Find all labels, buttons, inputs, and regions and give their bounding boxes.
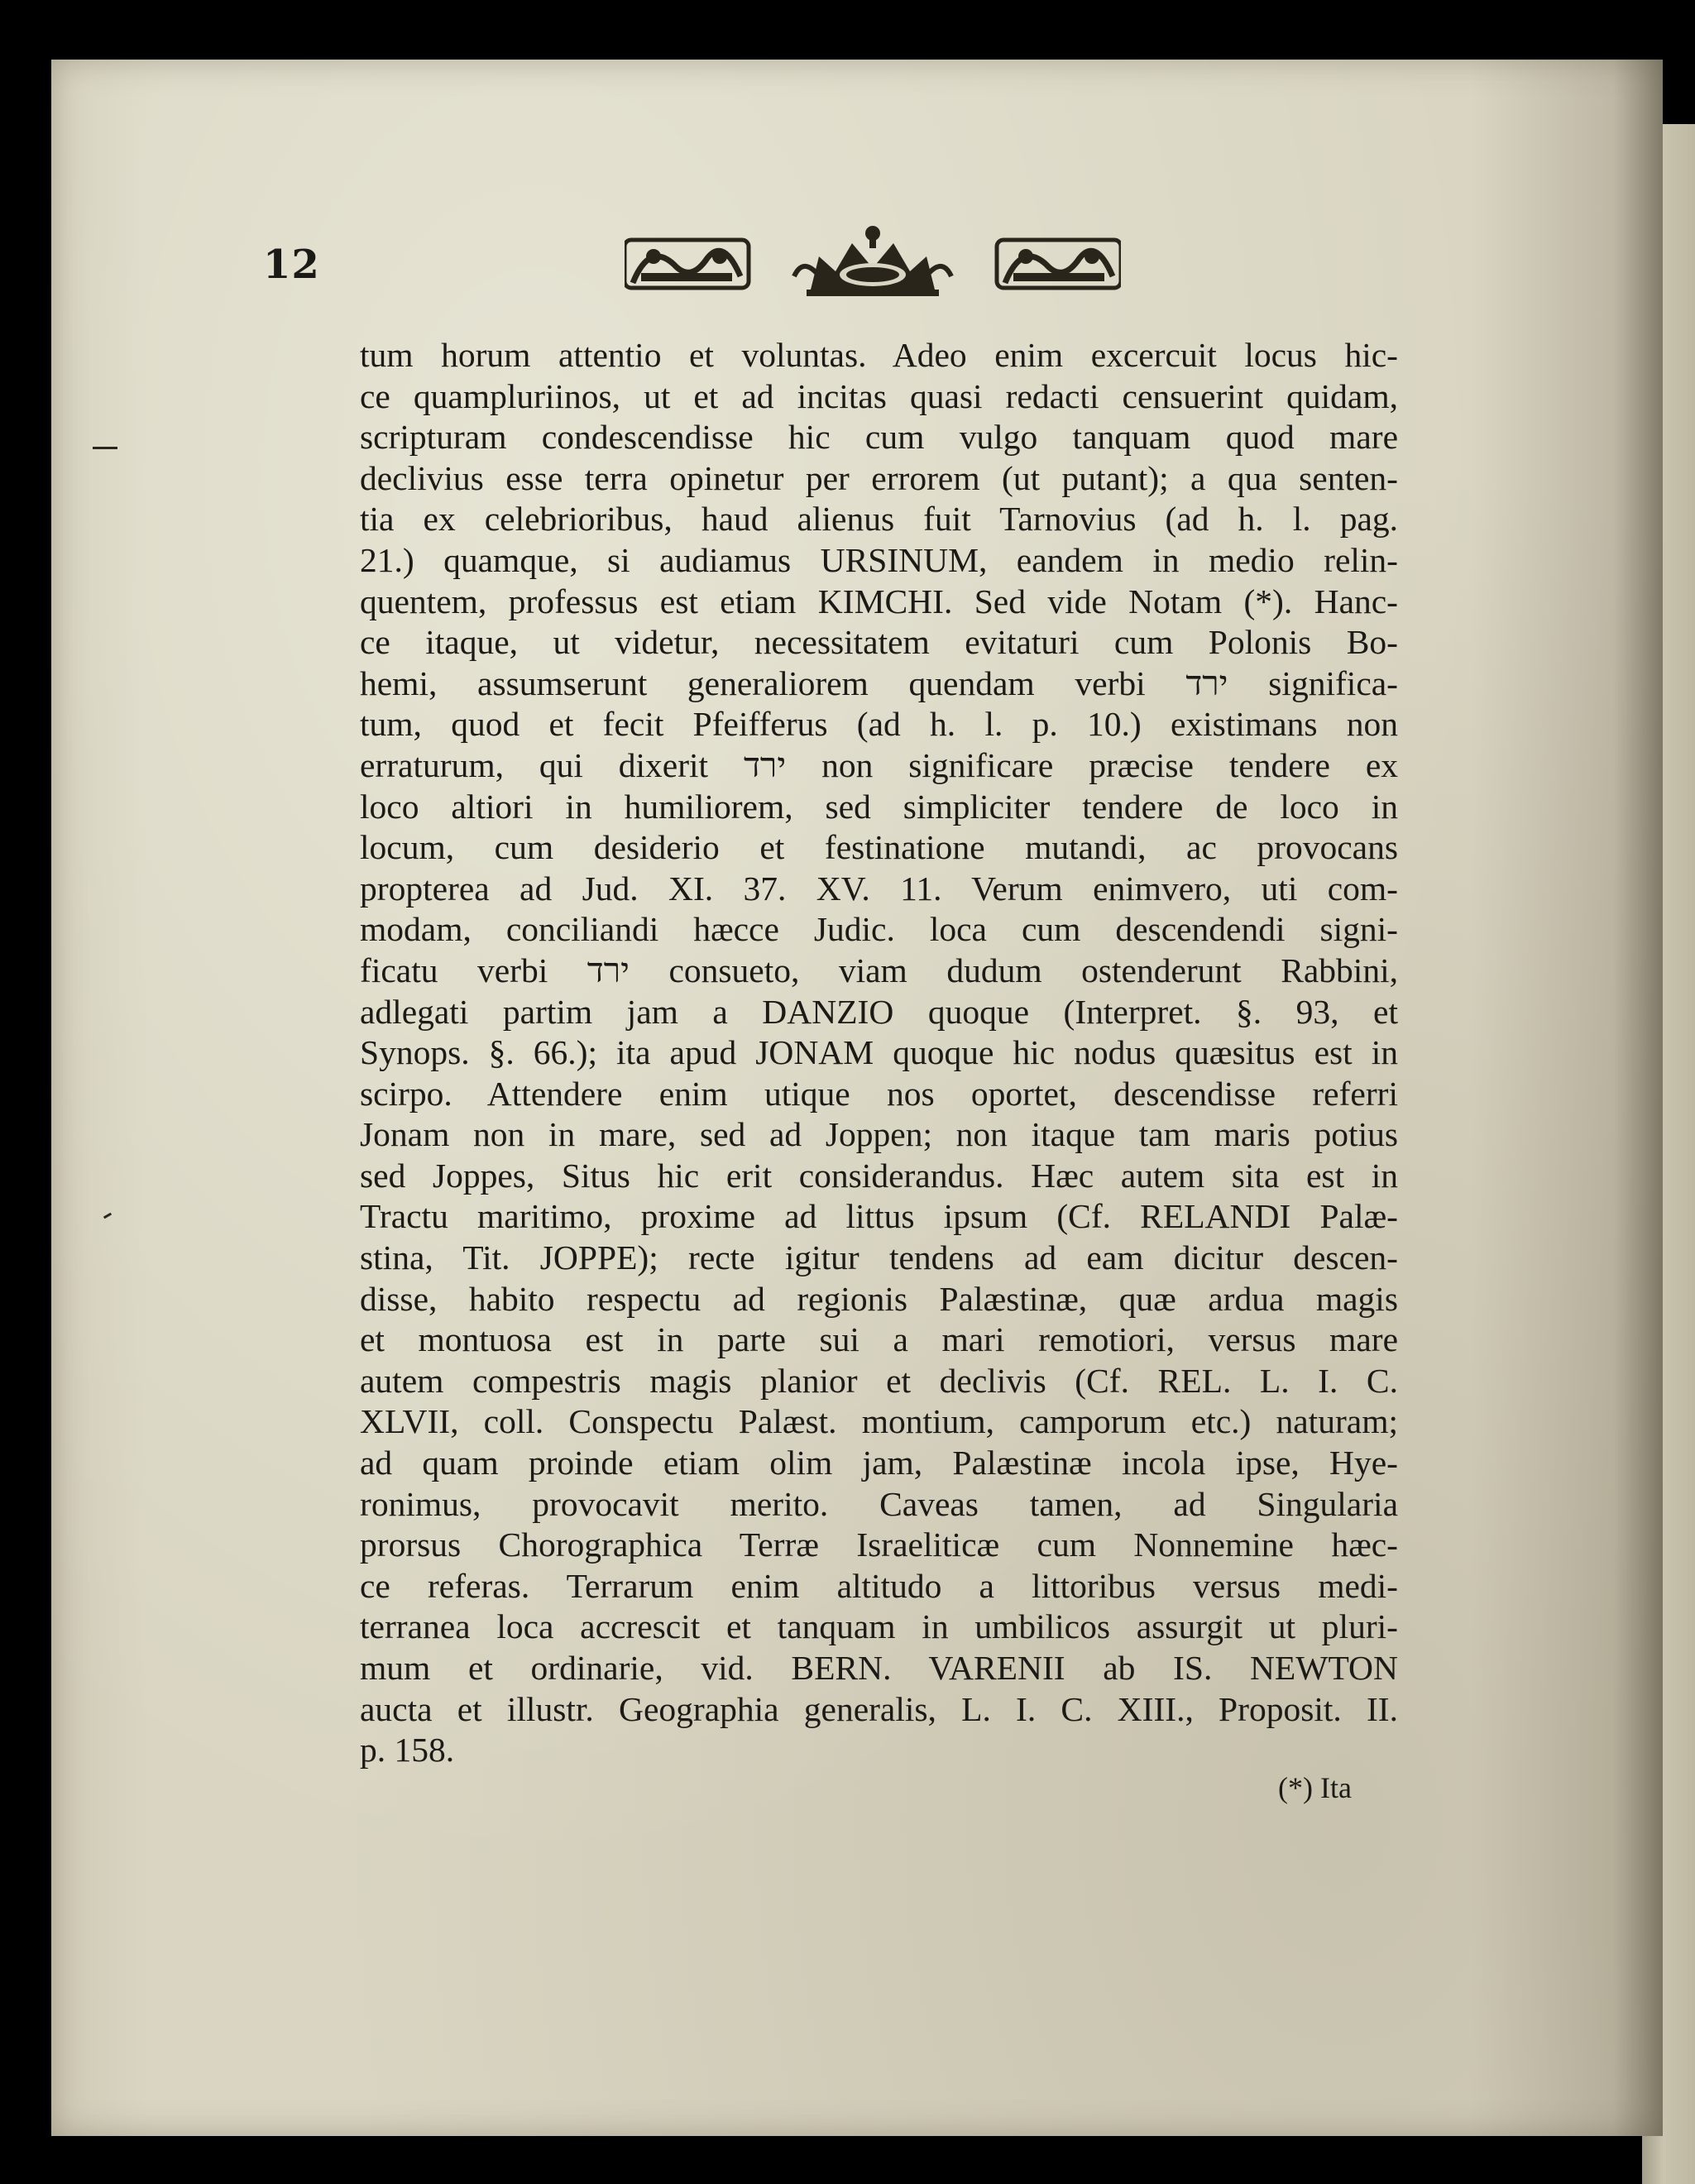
text-line: scirpo. Attendere enim utique nos oportet, descendisse referri xyxy=(360,1074,1398,1113)
catchword: (*) Ita xyxy=(1278,1771,1352,1804)
text-line: modam, conciliandi hæcce Judic. loca cum descendendi signi- xyxy=(360,910,1398,949)
text-line: adlegati partim jam a DANZIO quoque (Interpret. §. 93, et xyxy=(360,992,1398,1031)
text-line: tum, quod et fecit Pfeifferus (ad h. l. p. 10.) existimans non xyxy=(360,705,1398,744)
right-scroll-ornament xyxy=(997,240,1121,288)
text-line: ad quam proinde etiam olim jam, Palæstinæ incola ipse, Hye- xyxy=(360,1444,1398,1482)
text-line: scripturam condescendisse hic cum vulgo tanquam quod mare xyxy=(360,418,1398,457)
text-line: locum, cum desiderio et festinatione mutandi, ac provocans xyxy=(360,828,1398,867)
text-line: ficatu verbi ירד consueto, viam dudum ostenderunt Rabbini, xyxy=(360,951,1398,989)
text-line: Tractu maritimo, proxime ad littus ipsum (Cf. RELANDI Palæ- xyxy=(360,1197,1398,1236)
text-line: sed Joppes, Situs hic erit considerandus. Hæc autem sita est in xyxy=(360,1156,1398,1195)
text-line: et montuosa est in parte sui a mari remotiori, versus mare xyxy=(360,1320,1398,1359)
text-line: tia ex celebrioribus, haud alienus fuit Tarnovius (ad h. l. pag. xyxy=(360,500,1398,539)
body-text xyxy=(360,335,1398,1771)
text-line: 21.) quamque, si audiamus URSINUM, eandem in medio relin- xyxy=(360,540,1398,579)
page-number: 12 xyxy=(263,242,320,288)
text-line: loco altiori in humiliorem, sed simpliciter tendere de loco in xyxy=(360,787,1398,826)
text-line: hemi, assumserunt generaliorem quendam verbi ירד significa- xyxy=(360,663,1398,702)
text-line: Jonam non in mare, sed ad Joppen; non itaque tam maris potius xyxy=(360,1115,1398,1154)
crown-icon xyxy=(794,226,951,296)
text-line: terranea loca accrescit et tanquam in umbilicos assurgit ut pluri- xyxy=(360,1607,1398,1646)
text-line: p. 158. xyxy=(360,1731,455,1770)
text-line: ronimus, provocavit merito. Caveas tamen, ad Singularia xyxy=(360,1484,1398,1523)
margin-mark xyxy=(93,447,117,449)
text-line: autem compestris magis planior et declivis (Cf. REL. L. I. C. xyxy=(360,1361,1398,1400)
gutter-shadow xyxy=(1613,60,1663,2136)
text-line: erraturum, qui dixerit ירד non significare præcise tendere ex xyxy=(360,745,1398,784)
text-line: ce quampluriinos, ut et ad incitas quasi redacti censuerint quidam, xyxy=(360,376,1398,415)
text-line: Synops. §. 66.); ita apud JONAM quoque hic nodus quæsitus est in xyxy=(360,1033,1398,1072)
text-line: disse, habito respectu ad regionis Palæstinæ, quæ ardua magis xyxy=(360,1279,1398,1318)
text-line: aucta et illustr. Geographia generalis, L. I. C. XIII., Proposit. II. xyxy=(360,1689,1398,1728)
crown-ornament-header xyxy=(625,225,1121,299)
left-scroll-ornament xyxy=(625,240,749,288)
text-line: tum horum attentio et voluntas. Adeo enim excercuit locus hic- xyxy=(360,336,1398,374)
text-line: declivius esse terra opinetur per errorem (ut putant); a qua senten- xyxy=(360,458,1398,497)
text-line: propterea ad Jud. XI. 37. XV. 11. Verum enimvero, uti com- xyxy=(360,869,1398,908)
text-line: prorsus Chorographica Terræ Israeliticæ cum Nonnemine hæc- xyxy=(360,1525,1398,1564)
text-line: XLVII, coll. Conspectu Palæst. montium, camporum etc.) naturam; xyxy=(360,1402,1398,1441)
text-line: ce referas. Terrarum enim altitudo a littoribus versus medi- xyxy=(360,1566,1398,1605)
text-line: mum et ordinarie, vid. BERN. VARENII ab IS. NEWTON xyxy=(360,1649,1398,1687)
text-line: ce itaque, ut videtur, necessitatem evitaturi cum Polonis Bo- xyxy=(360,623,1398,662)
text-line: stina, Tit. JOPPE); recte igitur tendens ad eam dicitur descen- xyxy=(360,1238,1398,1277)
text-line: quentem, professus est etiam KIMCHI. Sed vide Notam (*). Hanc- xyxy=(360,582,1398,620)
